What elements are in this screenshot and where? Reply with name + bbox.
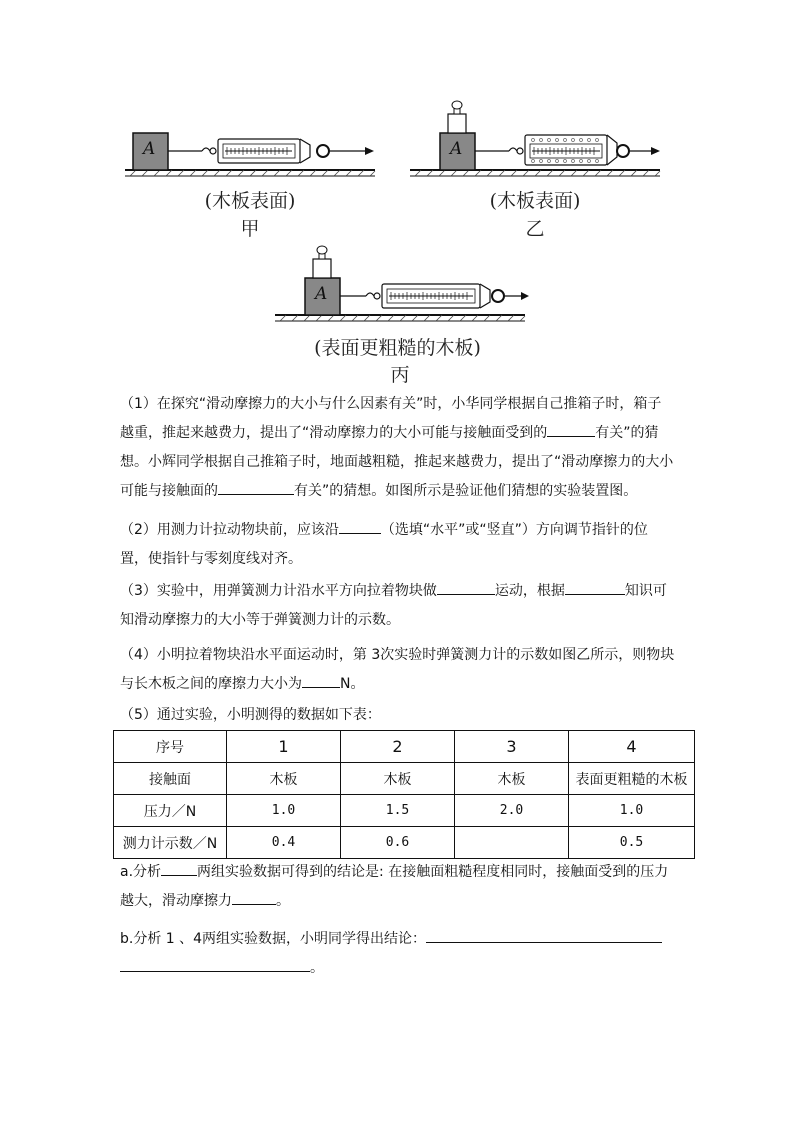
q3-line-2: 知滑动摩擦力的大小等于弹簧测力计的示数。 (120, 612, 400, 628)
table-cell: 3 (455, 731, 569, 763)
question-4 (120, 641, 680, 699)
q1-line-1: （1）在探究“滑动摩擦力的大小与什么因素有关”时，小华同学根据自己推箱子时，箱子 (120, 396, 662, 412)
table-row (114, 763, 695, 795)
q3-blank-motion[interactable] (437, 578, 495, 595)
q1-line-4: 可能与接触面的 有关”的猜想。如图所示是验证他们猜想的实验装置图。 (120, 477, 680, 506)
qb-line-1: b.分析 1 、4两组实验数据，小明同学得出结论： (120, 925, 680, 954)
qa-blank-groups[interactable] (161, 859, 197, 876)
block-a-label-yi: A (450, 139, 463, 159)
table-cell: 4 (569, 731, 695, 763)
table-cell: 序号 (114, 731, 227, 763)
figure-label-bing: 丙 (390, 364, 410, 386)
figure-bing (270, 243, 530, 330)
surface-caption-jia: (木板表面) (204, 190, 296, 212)
question-2 (120, 516, 680, 574)
question-b (120, 925, 680, 983)
question-1 (120, 390, 680, 506)
figure-yi (405, 98, 665, 185)
q4-line-1: （4）小明拉着物块沿水平面运动时，第 3次实验时弹簧测力计的示数如图乙所示，则物块 (120, 647, 675, 663)
table-cell[interactable] (455, 827, 569, 859)
surface-caption-yi: (木板表面) (489, 190, 581, 212)
table-cell: 接触面 (114, 763, 227, 795)
table-cell: 0.5 (569, 827, 695, 859)
block-a-label-jia: A (143, 139, 156, 159)
figure-label-jia: 甲 (240, 218, 260, 240)
table-row (114, 731, 695, 763)
table-row (114, 827, 695, 859)
table-row (114, 795, 695, 827)
question-a (120, 858, 680, 916)
qb-blank-conclusion-2[interactable] (120, 955, 310, 972)
table-cell: 0.6 (341, 827, 455, 859)
data-table (113, 730, 695, 859)
q1-blank-pressure[interactable] (547, 420, 595, 437)
table-cell: 1.0 (569, 795, 695, 827)
qb-blank-conclusion-1[interactable] (426, 926, 662, 943)
q3-line-1: （3）实验中，用弹簧测力计沿水平方向拉着物块做 运动，根据 知识可 (120, 577, 680, 606)
q1-blank-roughness[interactable] (218, 478, 294, 495)
q2-blank-direction[interactable] (339, 517, 381, 534)
table-cell: 1.0 (227, 795, 341, 827)
block-a-label-bing: A (315, 284, 328, 304)
q2-line-1: （2）用测力计拉动物块前，应该沿 （选填“水平”或“竖直”）方向调节指针的位 (120, 516, 680, 545)
q4-blank-friction[interactable] (302, 671, 340, 688)
qb-line-2: 。 (120, 954, 680, 983)
qa-line-1: a.分析 两组实验数据可得到的结论是: 在接触面粗糙程度相同时，接触面受到的压力 (120, 858, 680, 887)
q2-line-2: 置，使指针与零刻度线对齐。 (120, 551, 302, 567)
table-cell: 木板 (341, 763, 455, 795)
table-cell: 表面更粗糙的木板 (569, 763, 695, 795)
q3-blank-knowledge[interactable] (565, 578, 625, 595)
table-cell: 2.0 (455, 795, 569, 827)
surface-caption-bing: (表面更粗糙的木板) (314, 337, 481, 359)
table-cell: 1 (227, 731, 341, 763)
qa-blank-friction-change[interactable] (232, 888, 276, 905)
table-cell: 木板 (227, 763, 341, 795)
q5-line-1: （5）通过实验，小明测得的数据如下表： (120, 707, 381, 723)
q1-line-3: 想。小辉同学根据自己推箱子时，地面越粗糙，推起来越费力，提出了“滑动摩擦力的大小 (120, 454, 674, 470)
table-cell: 1.5 (341, 795, 455, 827)
qa-line-2: 越大，滑动摩擦力 。 (120, 887, 680, 916)
table-cell: 木板 (455, 763, 569, 795)
table-cell: 0.4 (227, 827, 341, 859)
table-cell: 测力计示数／N (114, 827, 227, 859)
table-cell: 压力／N (114, 795, 227, 827)
q4-line-2: 与长木板之间的摩擦力大小为 N。 (120, 670, 680, 699)
figure-label-yi: 乙 (525, 218, 545, 240)
question-5 (120, 701, 680, 730)
q1-line-2: 越重，推起来越费力，提出了“滑动摩擦力的大小可能与接触面受到的 有关”的猜 (120, 419, 680, 448)
question-3 (120, 577, 680, 635)
figure-jia (120, 125, 380, 185)
table-cell: 2 (341, 731, 455, 763)
